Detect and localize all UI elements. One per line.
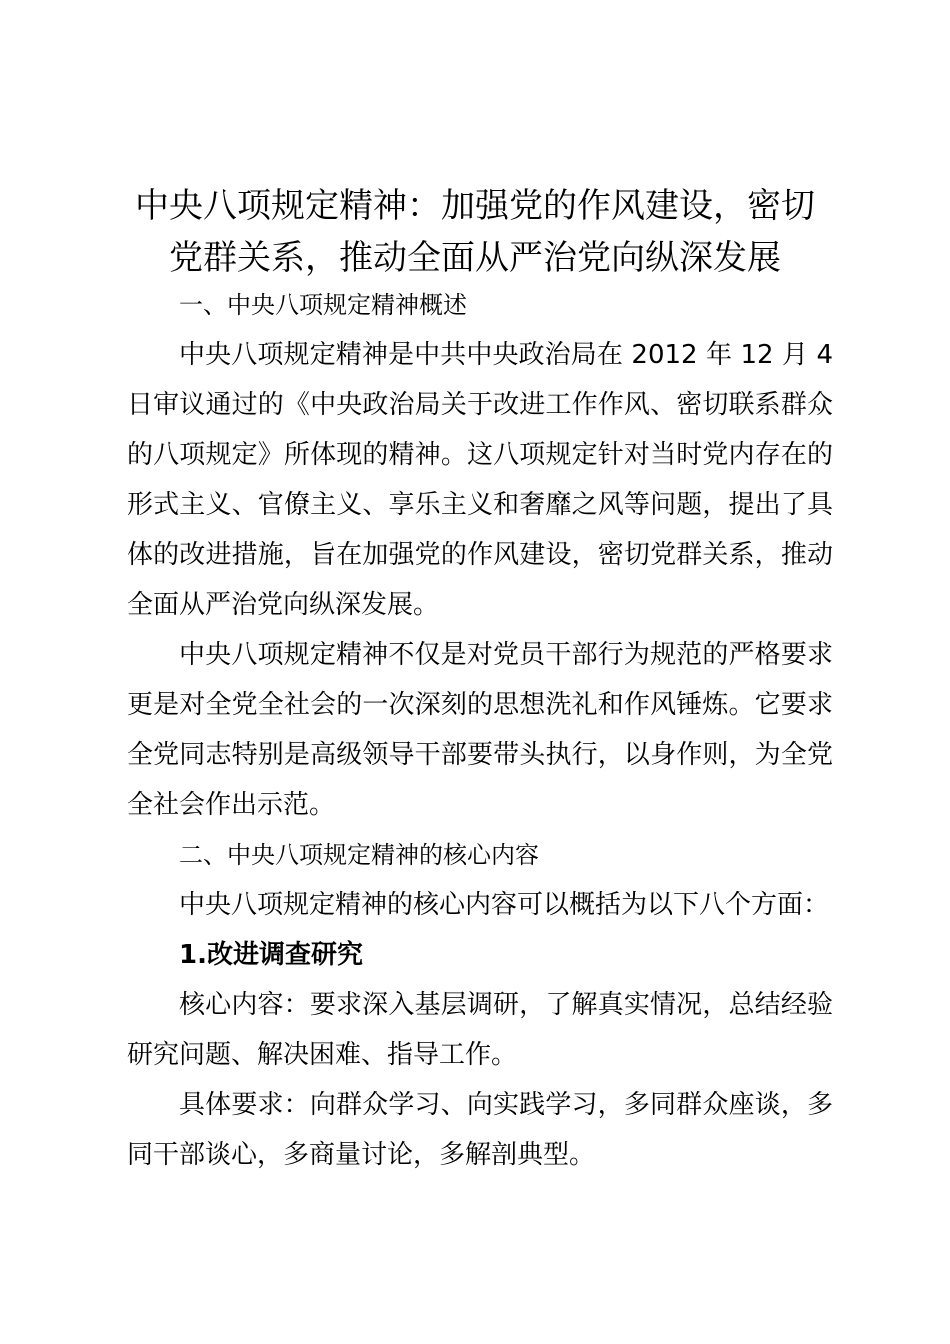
section-heading-overview: 一、中央八项规定精神概述 <box>179 291 467 319</box>
paragraph-core-intro: 中央八项规定精神的核心内容可以概括为以下八个方面： <box>179 890 830 920</box>
title-line-1: 中央八项规定精神：加强党的作风建设，密切 <box>135 186 815 226</box>
paragraph-research-requirements: 具体要求：向群众学习、向实践学习，多同群众座谈，多同干部谈心，多商量讨论，多解剖典型。 <box>127 1090 833 1170</box>
title-line-2: 党群关系，推动全面从严治党向纵深发展 <box>169 238 781 278</box>
paragraph-research-core: 核心内容：要求深入基层调研，了解真实情况，总结经验研究问题、解决困难、指导工作。 <box>127 990 833 1070</box>
paragraph-overview-1: 中央八项规定精神是中共中央政治局在 2012 年 12 月 4 日审议通过的《中央政治局关于改进工作作风、密切联系群众的八项规定》所体现的精神。这八项规定针对当时党内存在的形式主义、官僚主义、享乐主义和奢靡之风等问题，提出了具体的改进措施，旨在加强党的作风建设，密切党群关系，推动全面从严治党向纵深发展。 <box>127 340 833 620</box>
section-heading-core-content: 二、中央八项规定精神的核心内容 <box>179 841 539 869</box>
paragraph-overview-2: 中央八项规定精神不仅是对党员干部行为规范的严格要求更是对全党全社会的一次深刻的思想洗礼和作风锤炼。它要求全党同志特别是高级领导干部要带头执行，以身作则，为全党全社会作出示范。 <box>127 640 833 820</box>
document-body <box>127 280 833 1180</box>
document-title <box>110 180 840 284</box>
item-heading-research: 1.改进调查研究 <box>179 940 363 970</box>
